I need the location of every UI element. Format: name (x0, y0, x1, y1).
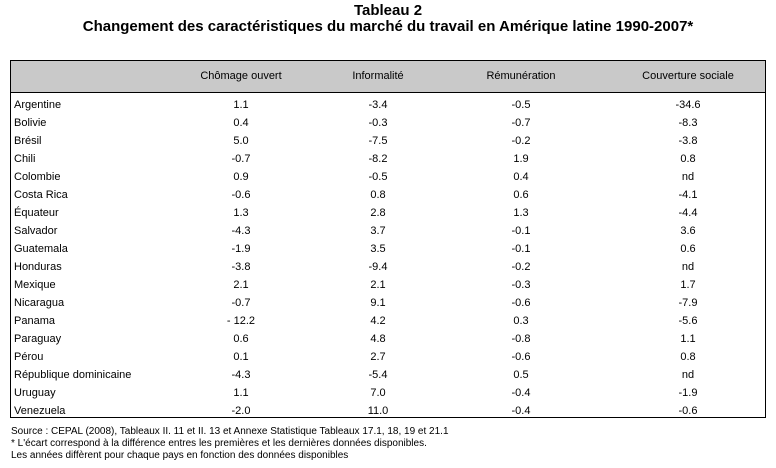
couverture-sociale-cell: -7.9 (678, 297, 698, 309)
remuneration-cell: -0.8 (511, 333, 531, 345)
country-cell: République dominicaine (14, 369, 132, 381)
informalite-cell: 4.2 (370, 315, 386, 327)
couverture-sociale-cell: -3.8 (678, 135, 698, 147)
remuneration-cell: -0.7 (511, 117, 531, 129)
footnote-years: Les années diffèrent pour chaque pays en fonction des données disponibles (11, 450, 349, 461)
couverture-sociale-cell: nd (681, 369, 695, 381)
table-title: Tableau 2 (353, 2, 423, 19)
informalite-cell: 2.1 (370, 279, 386, 291)
informalite-cell: 7.0 (370, 387, 386, 399)
couverture-sociale-cell: -8.3 (678, 117, 698, 129)
couverture-sociale-cell: -1.9 (678, 387, 698, 399)
table-row (11, 114, 765, 132)
chomage-ouvert-cell: - 12.2 (226, 315, 256, 327)
informalite-cell: -0.3 (368, 117, 388, 129)
table-row (11, 204, 765, 222)
couverture-sociale-cell: -0.6 (678, 405, 698, 417)
informalite-cell: -9.4 (368, 261, 388, 273)
remuneration-cell: 1.9 (513, 153, 529, 165)
informalite-cell: 2.7 (370, 351, 386, 363)
country-cell: Colombie (14, 171, 61, 183)
chomage-ouvert-cell: 5.0 (233, 135, 249, 147)
informalite-cell: -8.2 (368, 153, 388, 165)
couverture-sociale-cell: 0.8 (680, 351, 696, 363)
couverture-sociale-cell: -4.4 (678, 207, 698, 219)
remuneration-cell: 0.6 (513, 189, 529, 201)
chomage-ouvert-cell: -4.3 (231, 369, 251, 381)
informalite-cell: -0.5 (368, 171, 388, 183)
table-row (11, 384, 765, 402)
couverture-sociale-cell: 0.8 (680, 153, 696, 165)
country-cell: Chili (14, 153, 36, 165)
couverture-sociale-cell: 1.1 (680, 333, 696, 345)
remuneration-cell: 0.5 (513, 369, 529, 381)
remuneration-cell: 0.4 (513, 171, 529, 183)
remuneration-cell: -0.1 (511, 243, 531, 255)
couverture-sociale-cell: 1.7 (680, 279, 696, 291)
remuneration-cell: -0.3 (511, 279, 531, 291)
chomage-ouvert-cell: -4.3 (231, 225, 251, 237)
informalite-cell: 11.0 (367, 405, 389, 417)
data-table (10, 60, 766, 418)
informalite-cell: 9.1 (370, 297, 386, 309)
country-cell: Venezuela (14, 405, 66, 417)
table-row (11, 222, 765, 240)
chomage-ouvert-cell: 0.1 (233, 351, 249, 363)
couverture-sociale-cell: -4.1 (678, 189, 698, 201)
source-note: Source : CEPAL (2008), Tableaux II. 11 et II. 13 et Annexe Statistique Tableaux 17.1, 18, 19 et 21.1 (11, 426, 449, 437)
remuneration-cell: -0.2 (511, 135, 531, 147)
country-cell: Salvador (14, 225, 58, 237)
table-row (11, 240, 765, 258)
country-cell: Costa Rica (14, 189, 68, 201)
country-cell: Uruguay (14, 387, 56, 399)
informalite-cell: -5.4 (368, 369, 388, 381)
table-row (11, 186, 765, 204)
informalite-cell: -7.5 (368, 135, 388, 147)
remuneration-cell: -0.1 (511, 225, 531, 237)
informalite-cell: 3.7 (370, 225, 386, 237)
chomage-ouvert-cell: -3.8 (231, 261, 251, 273)
chomage-ouvert-cell: -1.9 (231, 243, 251, 255)
chomage-ouvert-cell: 0.4 (233, 117, 249, 129)
country-cell: Mexique (14, 279, 56, 291)
couverture-sociale-cell: nd (681, 261, 695, 273)
chomage-ouvert-cell: -0.7 (231, 153, 251, 165)
table-row (11, 258, 765, 276)
remuneration-cell: 0.3 (513, 315, 529, 327)
column-header-remuneration: Rémunération (486, 70, 556, 82)
chomage-ouvert-cell: 0.6 (233, 333, 249, 345)
chomage-ouvert-cell: -2.0 (231, 405, 251, 417)
table-row (11, 276, 765, 294)
country-cell: Brésil (14, 135, 42, 147)
remuneration-cell: -0.5 (511, 99, 531, 111)
chomage-ouvert-cell: 2.1 (233, 279, 249, 291)
chomage-ouvert-cell: 0.9 (233, 171, 249, 183)
remuneration-cell: -0.4 (511, 387, 531, 399)
table-row (11, 168, 765, 186)
table-header (11, 61, 765, 93)
informalite-cell: 4.8 (370, 333, 386, 345)
table-row (11, 294, 765, 312)
informalite-cell: 2.8 (370, 207, 386, 219)
table-row (11, 150, 765, 168)
remuneration-cell: 1.3 (513, 207, 529, 219)
chomage-ouvert-cell: 1.1 (233, 99, 249, 111)
remuneration-cell: -0.2 (511, 261, 531, 273)
country-cell: Panama (14, 315, 55, 327)
informalite-cell: -3.4 (368, 99, 388, 111)
chomage-ouvert-cell: -0.7 (231, 297, 251, 309)
remuneration-cell: -0.6 (511, 297, 531, 309)
table-row (11, 132, 765, 150)
column-header-chomage-ouvert: Chômage ouvert (200, 70, 282, 82)
couverture-sociale-cell: 0.6 (680, 243, 696, 255)
table-row (11, 348, 765, 366)
column-header-couverture-sociale: Couverture sociale (642, 70, 734, 82)
country-cell: Nicaragua (14, 297, 65, 309)
country-cell: Bolivie (14, 117, 47, 129)
remuneration-cell: -0.4 (511, 405, 531, 417)
country-cell: Pérou (14, 351, 44, 363)
couverture-sociale-cell: 3.6 (680, 225, 696, 237)
country-cell: Argentine (14, 99, 62, 111)
table-body (11, 96, 765, 420)
table-row (11, 402, 765, 420)
informalite-cell: 0.8 (370, 189, 386, 201)
chomage-ouvert-cell: -0.6 (231, 189, 251, 201)
chomage-ouvert-cell: 1.3 (233, 207, 249, 219)
couverture-sociale-cell: nd (681, 171, 695, 183)
column-header-informalite: Informalité (352, 70, 404, 82)
couverture-sociale-cell: -5.6 (678, 315, 698, 327)
country-cell: Paraguay (14, 333, 62, 345)
country-cell: Honduras (14, 261, 62, 273)
country-cell: Équateur (14, 207, 59, 219)
table-row (11, 96, 765, 114)
table-row (11, 330, 765, 348)
table-row (11, 312, 765, 330)
table-subtitle: Changement des caractéristiques du marché du travail en Amérique latine 1990-2007* (82, 18, 694, 35)
remuneration-cell: -0.6 (511, 351, 531, 363)
informalite-cell: 3.5 (370, 243, 386, 255)
couverture-sociale-cell: -34.6 (675, 99, 701, 111)
country-cell: Guatemala (14, 243, 68, 255)
table-row (11, 366, 765, 384)
chomage-ouvert-cell: 1.1 (233, 387, 249, 399)
footnote-gap: * L'écart correspond à la différence entres les premières et les dernières données disponibles. (11, 438, 427, 449)
